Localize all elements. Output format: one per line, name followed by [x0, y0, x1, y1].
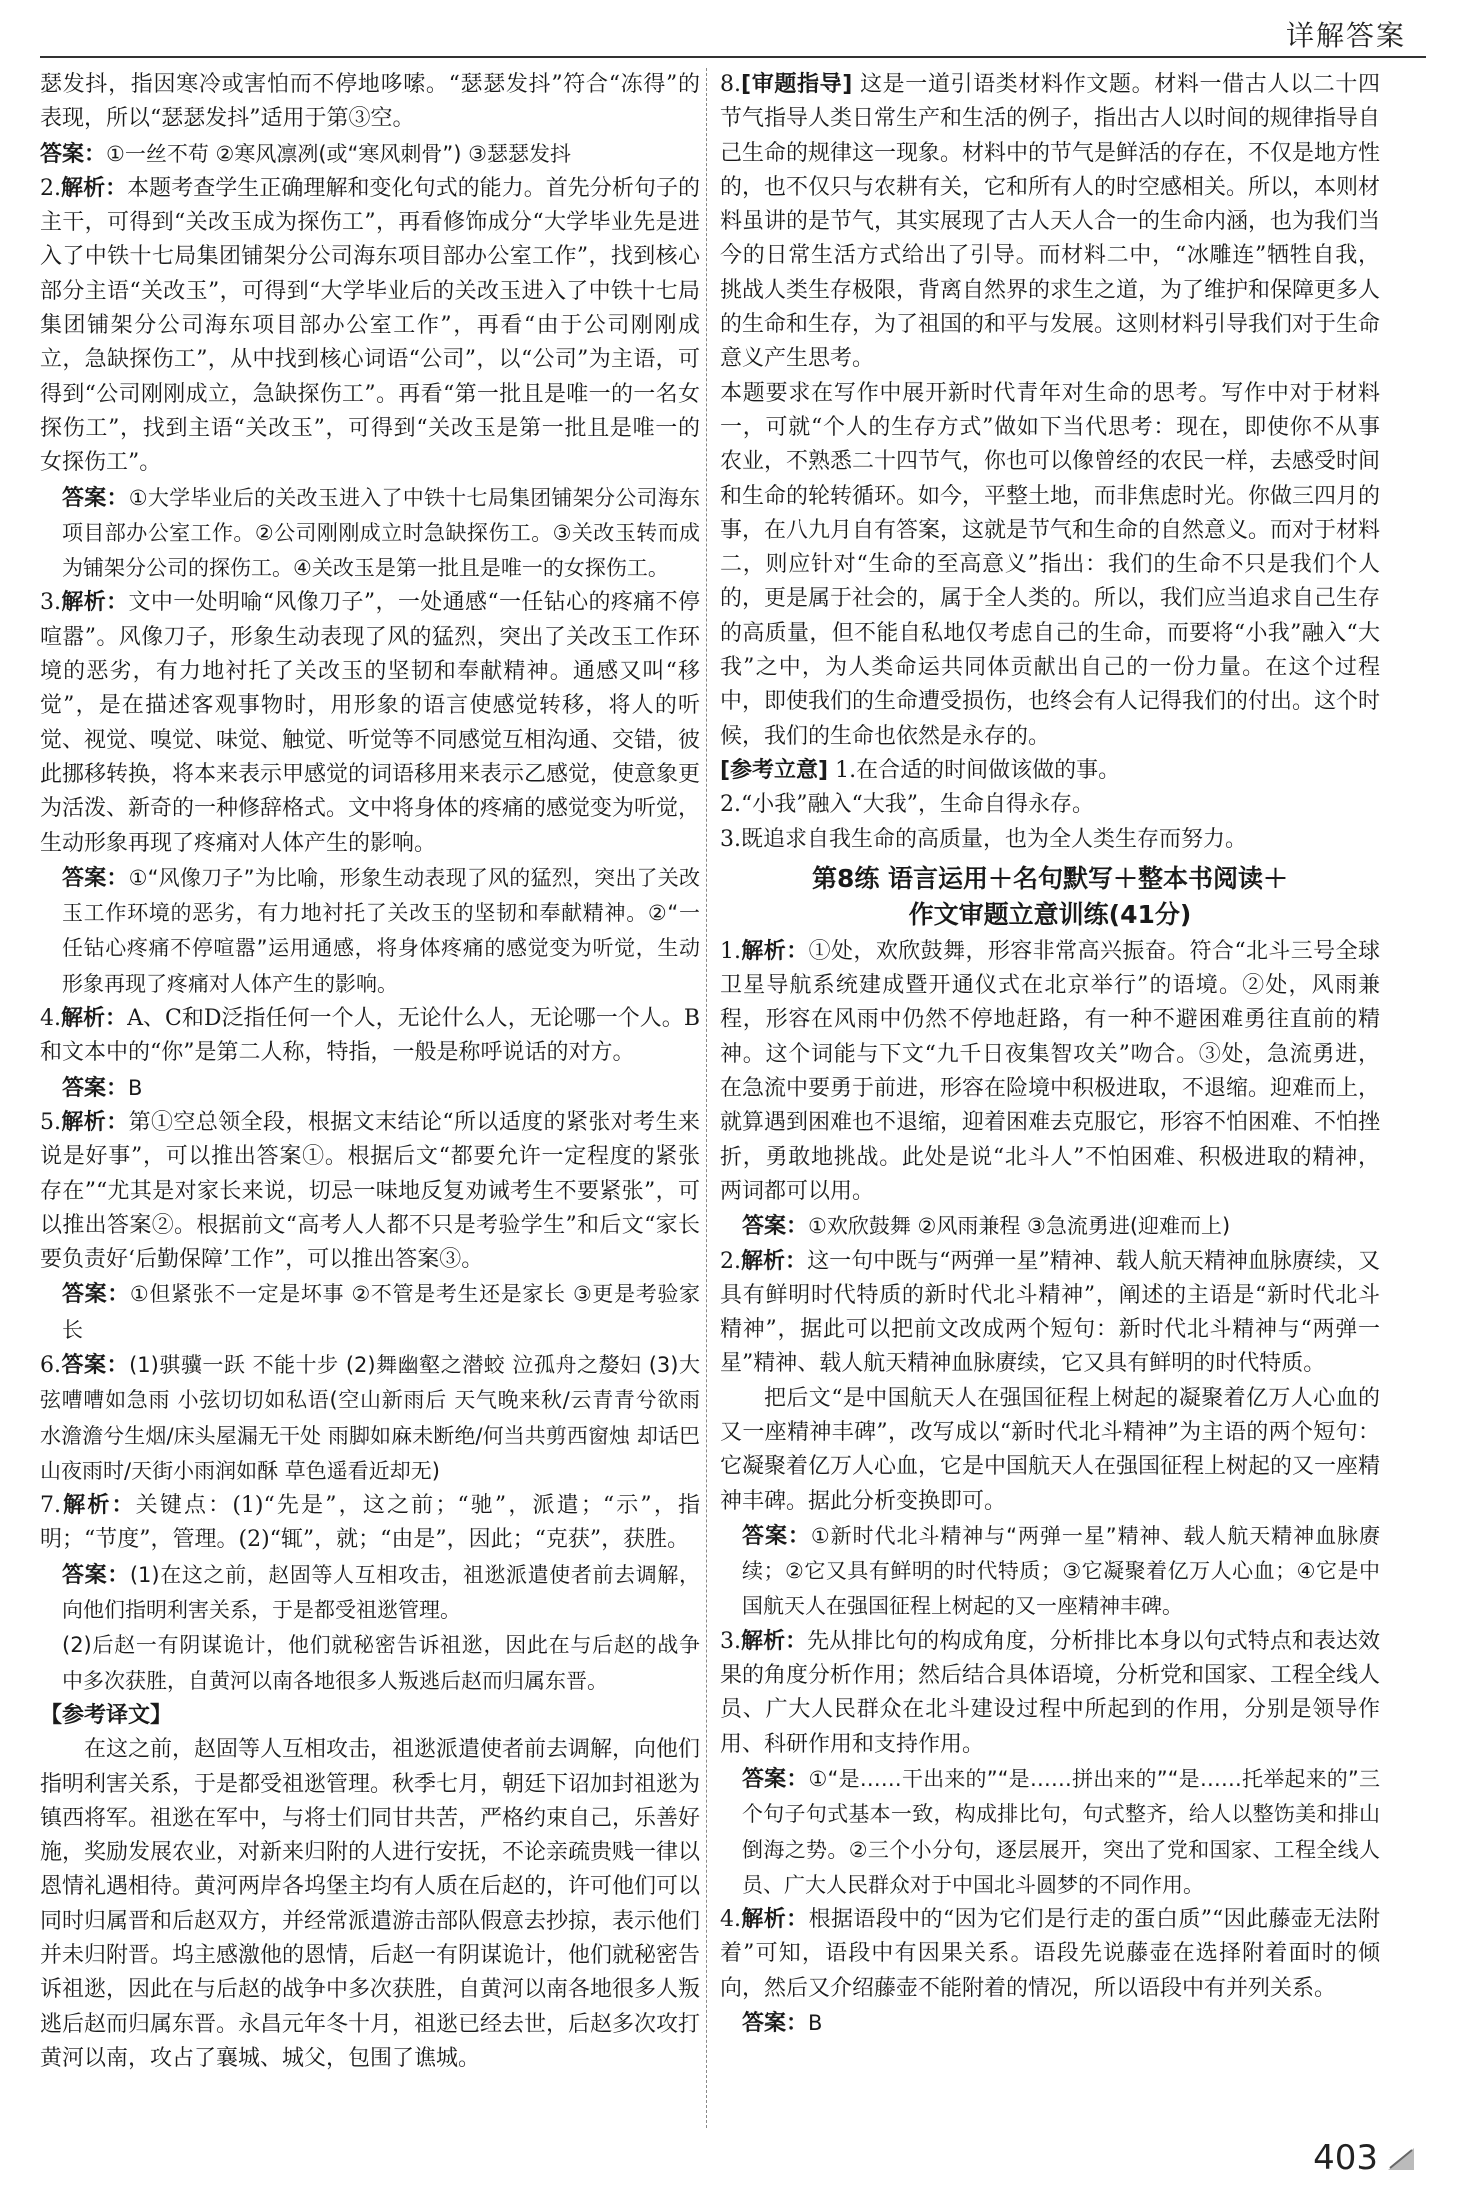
answer-text: ①但紧张不一定是坏事 ②不管是考生还是家长 ③更是考验家长 — [62, 1282, 700, 1342]
answer-label: 答案： — [62, 1075, 129, 1101]
question-number: 6. — [40, 1352, 61, 1378]
reference-item: 3.既追求自我生命的高质量，也为全人类生存而努力。 — [720, 826, 1247, 852]
answer-label: 答案： — [742, 1523, 811, 1549]
analysis-label: 解析： — [61, 175, 128, 201]
left-column — [40, 68, 700, 2076]
page-corner-icon — [1386, 2146, 1416, 2172]
section-title — [720, 861, 1380, 933]
answer-7-part-2 — [40, 1628, 700, 1699]
exercise-1 — [720, 935, 1380, 1209]
exercise-3 — [720, 1625, 1380, 1762]
question-number: 3. — [40, 590, 61, 616]
question-number: 2. — [720, 1248, 741, 1274]
paragraph: 瑟发抖，指因寒冷或害怕而不停地哆嗦。“瑟瑟发抖”符合“冻得”的表现，所以“瑟瑟发抖”适用于第③空。 — [40, 72, 700, 132]
analysis-text: ①处，欢欣鼓舞，形容非常高兴振奋。符合“北斗三号全球卫星导航系统建成暨开通仪式在北京举行”的语境。②处，风雨兼程，形容在风雨中仍然不停地赶路，有一种不避困难勇往直前的精神。这个词能与下文“九千日夜集智攻关”吻合。③处，急流勇进，在急流中要勇于前进，形容在险境中积极进取，不退缩。迎难而上，就算遇到困难也不退缩，迎着困难去克服它，形容不怕困难、不怕挫折，勇敢地挑战。此处是说“北斗人”不怕困难、积极进取的精神，两词都可以用。 — [720, 938, 1381, 1204]
analysis-label: 解析： — [741, 938, 809, 964]
question-7 — [40, 1489, 700, 1558]
reference-item: 1.在合适的时间做该做的事。 — [835, 757, 1121, 783]
answer-text: ①一丝不苟 ②寒风凛冽(或“寒风刺骨”) ③瑟瑟发抖 — [106, 141, 571, 166]
translation-title: 【参考译文】 — [40, 1702, 173, 1728]
analysis-label: 解析： — [741, 1628, 808, 1654]
analysis-label: 解析： — [61, 1006, 128, 1032]
reference-label: [参考立意] — [720, 757, 829, 783]
answer-label: 答案： — [62, 1562, 130, 1588]
analysis-label: 解析： — [61, 1493, 136, 1519]
translation-text: 在这之前，赵固等人互相攻击，祖逖派遣使者前去调解，向他们指明利害关系，于是都受祖逖管理。秋季七月，朝廷下诏加封祖逖为镇西将军。祖逖在军中，与将士们同甘共苦，严格约束自己，乐善好施，奖励发展农业，对新来归附的人进行安抚，不论亲疏贵贱一律以恩情礼遇相待。黄河两岸各坞堡主均有人质在后赵的，许可他们可以同时归属晋和后赵双方，并经常派遣游击部队假意去抄掠，表示他们并未归附晋。坞主感激他的恩情，后赵一有阴谋诡计，他们就秘密告诉祖逖，因此在与后赵的战争中多次获胜，自黄河以南各地很多人叛逃后赵而归属东晋。永昌元年冬十月，祖逖已经去世，后赵多次攻打黄河以南，攻占了襄城、城父，包围了谯城。 — [40, 1737, 701, 2071]
question-number: 1. — [720, 938, 741, 964]
answer-label: 答案： — [62, 1282, 130, 1308]
answer-label: 答案： — [742, 2011, 809, 2037]
analysis-label: 解析： — [61, 590, 129, 616]
answer-text: ①新时代北斗精神与“两弹一星”精神、载人航天精神血脉赓续；②它又具有鲜明的时代特质；③它凝聚着亿万人心血；④它是中国航天人在强国征程上树起的又一座精神丰碑。 — [742, 1523, 1380, 1619]
guide-paragraph-2: 本题要求在写作中展开新时代青年对生命的思考。写作中对于材料一，可就“个人的生存方式”做如下当代思考：现在，即使你不从事农业，不熟悉二十四节气，你也可以像曾经的农民一样，去感受时间和生命的轮转循环。如今，平整土地，而非焦虑时光。你做三四月的事，在八九月自有答案，这就是节气和生命的自然意义。而对于材料二，则应针对“生命的至高意义”指出：我们的生命不只是我们个人的，更是属于社会的，属于全人类的。所以，我们应当追求自己生存的高质量，但不能自私地仅考虑自己的生命，而要将“小我”融入“大我”之中，为人类命运共同体贡献出自己的一份力量。在这个过程中，即使我们的生命遭受损伤，也终会有人记得我们的付出。这个时候，我们的生命也依然是永存的。 — [720, 380, 1381, 749]
question-number: 5. — [40, 1109, 61, 1135]
question-2 — [40, 172, 700, 481]
page-number: 403 — [1313, 2138, 1378, 2178]
answer-text: ①“是……干出来的”“是……拼出来的”“是……托举起来的”三个句子句式基本一致，构成排比句，句式整齐，给人以整饬美和排山倒海之势。②三个小分句，逐层展开，突出了党和国家、工程全线人员、广大人民群众对于中国北斗圆梦的不同作用。 — [742, 1766, 1380, 1897]
question-number: 4. — [40, 1006, 61, 1032]
analysis-text: 这一句中既与“两弹一星”精神、载人航天精神血脉赓续，又具有鲜明时代特质的新时代北斗精神”，阐述的主语是“新时代北斗精神”，据此可以把前文改成两个短句：新时代北斗精神与“两弹一星”精神、载人航天精神血脉赓续，它又具有鲜明的时代特质。 — [720, 1248, 1380, 1377]
answer-text: ①大学毕业后的关改玉进入了中铁十七局集团铺架分公司海东项目部办公室工作。②公司刚刚成立时急缺探伤工。③关改玉转而成为铺架分公司的探伤工。④关改玉是第一批且是唯一的女探伤工。 — [62, 485, 700, 581]
answer-5 — [40, 1277, 700, 1348]
answer-4 — [40, 1071, 700, 1106]
analysis-text: 文中一处明喻“风像刀子”，一处通感“一任钻心的疼痛不停喧嚣”。风像刀子，形象生动表现了风的猛烈，突出了关改玉工作环境的恶劣，有力地衬托了关改玉的坚韧和奉献精神。通感又叫“移觉”，是在描述客观事物时，用形象的语言使感觉转移，将人的听觉、视觉、嗅觉、味觉、触觉、听觉等不同感觉互相沟通、交错，彼此挪移转换，将本来表示甲感觉的词语移用来表示乙感觉，使意象更为活泼、新奇的一种修辞格式。文中将身体的疼痛的感觉变为听觉，生动形象再现了疼痛对人体产生的影响。 — [40, 590, 701, 856]
analysis-text: 根据语段中的“因为它们是行走的蛋白质”“因此藤壶无法附着”可知，语段中有因果关系。语段先说藤壶在选择附着面时的倾向，然后又介绍藤壶不能附着的情况，所以语段中有并列关系。 — [720, 1907, 1380, 2001]
analysis-text: A、C和D泛指任何一个人，无论什么人，无论哪一个人。B和文本中的“你”是第二人称，特指，一般是称呼说话的对方。 — [40, 1006, 700, 1066]
answer-1 — [40, 137, 700, 172]
answer-label: 答案： — [40, 141, 107, 167]
answer-text: (1)骐骥一跃 不能十步 (2)舞幽壑之潜蛟 泣孤舟之嫠妇 (3)大弦嘈嘈如急雨 小弦切切如私语(空山新雨后 天气晚来秋/云青青兮欲雨 水澹澹兮生烟/床头屋漏无干处 雨脚如麻未断绝/何当共剪西窗烛 却话巴山夜雨时/天街小雨润如酥 草色遥看近却无) — [40, 1352, 700, 1483]
right-column — [720, 68, 1380, 2041]
guide-label: [审题指导] — [741, 72, 853, 97]
answer-text: ①欢欣鼓舞 ②风雨兼程 ③急流勇进(迎难而上) — [808, 1214, 1231, 1239]
question-number: 7. — [40, 1493, 61, 1519]
reference-ideas — [720, 754, 1380, 788]
answer-7 — [40, 1558, 700, 1629]
answer-label: 答案： — [61, 1352, 130, 1378]
analysis-text: 先从排比句的构成角度，分析排比本身以句式特点和表达效果的角度分析作用；然后结合具体语境，分析党和国家、工程全线人员、广大人民群众在北斗建设过程中所起到的作用，分别是领导作用、科研作用和支持作用。 — [720, 1628, 1381, 1757]
question-8 — [720, 68, 1380, 377]
answer-text: B — [808, 2011, 823, 2036]
exercise-2 — [720, 1245, 1380, 1382]
question-number: 3. — [720, 1628, 741, 1654]
exercise-4-answer — [720, 2006, 1380, 2041]
analysis-label: 解析： — [741, 1907, 809, 1933]
question-number: 2. — [40, 175, 61, 201]
exercise-2-answer — [720, 1519, 1380, 1625]
question-6 — [40, 1348, 700, 1489]
reference-item: 2.“小我”融入“大我”，生命自得永存。 — [720, 792, 1094, 818]
analysis-label: 解析： — [61, 1109, 129, 1135]
answer-text: (2)后赵一有阴谋诡计，他们就秘密告诉祖逖，因此在与后赵的战争中多次获胜，自黄河以南各地很多人叛逃后赵而归属东晋。 — [62, 1633, 700, 1693]
answer-label: 答案： — [742, 1766, 809, 1792]
exercise-1-answer — [720, 1209, 1380, 1244]
answer-text: B — [128, 1075, 143, 1100]
analysis-label: 解析： — [741, 1248, 808, 1274]
answer-label: 答案： — [62, 865, 129, 891]
question-3 — [40, 586, 700, 860]
guide-text: 这是一道引语类材料作文题。材料一借古人以二十四节气指导人类日常生产和生活的例子，指出古人以时间的规律指导自己生命的规律这一现象。材料中的节气是鲜活的存在，不仅是地方性的，也不仅只与农耕有关，它和所有人的时空感相关。所以，本则材料虽讲的是节气，其实展现了古人天人合一的生命内涵，也为我们当今的日常生活方式给出了引导。而材料二中，“冰雕连”牺牲自我，挑战人类生存极限，背离自然界的求生之道，为了维护和保障更多人的生命和生存，为了祖国的和平与发展。这则材料引导我们对于生命意义产生思考。 — [720, 72, 1381, 372]
section-title-line: 第8练 语言运用＋名句默写＋整本书阅读＋ — [811, 863, 1289, 893]
header-rule — [40, 56, 1426, 58]
question-5 — [40, 1106, 700, 1277]
answer-2 — [40, 481, 700, 587]
analysis-text: 本题考查学生正确理解和变化句式的能力。首先分析句子的主干，可得到“关改玉成为探伤工”，再看修饰成分“大学毕业先是进入了中铁十七局集团铺架分公司海东项目部办公室工作”，找到核心部分主语“关改玉”，可得到“大学毕业后的关改玉进入了中铁十七局集团铺架分公司海东项目部办公室工作”，再看“由于公司刚刚成立，急缺探伤工”，从中找到核心词语“公司”，以“公司”为主语，可得到“公司刚刚成立，急缺探伤工”。再看“第一批且是唯一的一名女探伤工”，找到主语“关改玉”，可得到“关改玉是第一批且是唯一的女探伤工”。 — [40, 175, 700, 476]
column-divider — [706, 68, 707, 2128]
analysis-text: 第①空总领全段，根据文末结论“所以适度的紧张对考生来说是好事”，可以推出答案①。根据后文“都要允许一定程度的紧张存在”“尤其是对家长来说，切忌一味地反复劝诫考生不要紧张”，可以推出答案②。根据前文“高考人人都不只是考验学生”和后文“家长要负责好‘后勤保障’工作”，可以推出答案③。 — [40, 1109, 700, 1273]
answer-label: 答案： — [742, 1214, 809, 1240]
question-4 — [40, 1002, 700, 1071]
exercise-3-answer — [720, 1762, 1380, 1903]
question-number: 4. — [720, 1907, 741, 1933]
analysis-text: 关键点：(1)“先是”，这之前；“驰”，派遣；“示”，指明；“节度”，管理。(2)“辄”，就；“由是”，因此；“克获”，获胜。 — [40, 1493, 700, 1553]
analysis-text: 把后文“是中国航天人在强国征程上树起的凝聚着亿万人心血的又一座精神丰碑”，改写成以“新时代北斗精神”为主语的两个短句：它凝聚着亿万人心血，它是中国航天人在强国征程上树起的又一座精神丰碑。据此分析变换即可。 — [720, 1385, 1381, 1514]
page-header-title: 详解答案 — [1285, 19, 1406, 52]
exercise-4 — [720, 1903, 1380, 2006]
answer-text: ①“风像刀子”为比喻，形象生动表现了风的猛烈，突出了关改玉工作环境的恶劣，有力地衬托了关改玉的坚韧和奉献精神。②“一任钻心疼痛不停喧嚣”运用通感，将身体疼痛的感觉变为听觉，生动形象再现了疼痛对人体产生的影响。 — [62, 865, 700, 996]
question-number: 8. — [720, 72, 741, 97]
answer-label: 答案： — [62, 485, 129, 511]
answer-text: (1)在这之前，赵固等人互相攻击，祖逖派遣使者前去调解，向他们指明利害关系，于是都受祖逖管理。 — [62, 1562, 700, 1623]
answer-3 — [40, 861, 700, 1002]
section-title-line: 作文审题立意训练(41分) — [908, 899, 1192, 929]
